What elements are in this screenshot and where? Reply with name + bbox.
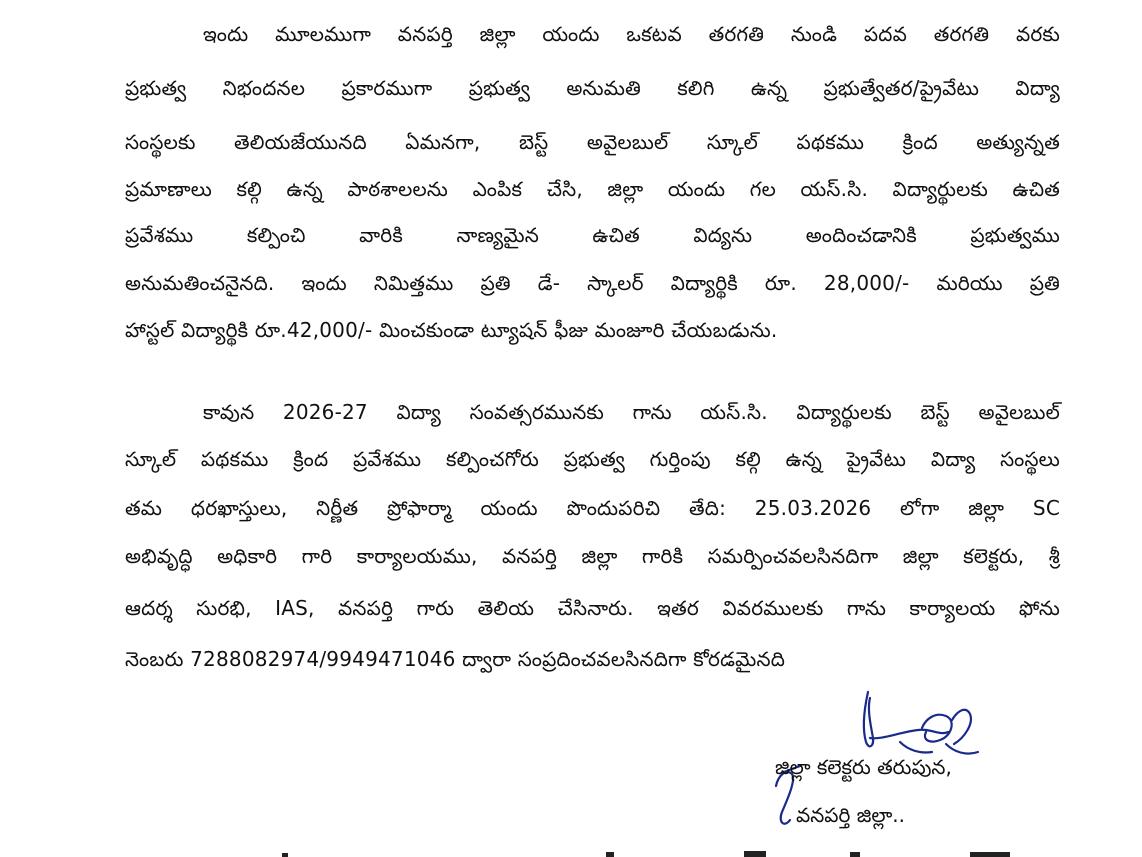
paragraph-2-line-3: తమ ధరఖాస్తులు, నిర్ణీత ప్రోఫార్మా యందు పొందుపరిచి తేది: 25.03.2026 లోగా జిల్లా SC — [125, 496, 1060, 520]
paragraph-1-line-2: ప్రభుత్వ నిభందనల ప్రకారముగా ప్రభుత్వ అనుమతి కలిగి ఉన్న ప్రభుత్వేతర/ప్రైవేటు విద్యా — [125, 76, 1060, 100]
paragraph-2-line-1: కావున 2026-27 విద్యా సంవత్సరమునకు గాను యస్.సి. విద్యార్థులకు బెస్ట్ అవైలబుల్ — [203, 400, 1060, 424]
paragraph-1-line-4: ప్రమాణాలు కల్గి ఉన్న పాఠశాలలను ఎంపిక చేసి, జిల్లా యందు గల యస్.సి. విద్యార్థులకు ఉచిత — [125, 177, 1060, 201]
cropped-text-remnant — [0, 845, 1142, 857]
paragraph-2-line-5: ఆదర్శ సురభి, IAS, వనపర్తి గారు తెలియ చేసినారు. ఇతర వివరములకు గాను కార్యాలయ ఫోను — [125, 596, 1060, 620]
paragraph-2-line-6: నెంబరు 7288082974/9949471046 ద్వారా సంప్రదించవలసినదిగా కోరడమైనది — [125, 647, 786, 671]
paragraph-2-line-4: అభివృద్ధి అధికారి గారి కార్యాలయము, వనపర్తి జిల్లా గారికి సమర్పించవలసినదిగా జిల్లా కలెక్టరు, శ్రీ — [125, 544, 1060, 568]
paragraph-2-line-2: స్కూల్ పథకము క్రింద ప్రవేశము కల్పించగోరు ప్రభుత్వ గుర్తింపు కల్గి ఉన్న ప్రైవేటు విద్యా సంస్థలు — [125, 447, 1060, 471]
signature-line-1: జిల్లా కలెక్టరు తరుపున, — [775, 755, 952, 779]
paragraph-1-line-1: ఇందు మూలముగా వనపర్తి జిల్లా యందు ఒకటవ తరగతి నుండి పదవ తరగతి వరకు — [203, 22, 1060, 46]
paragraph-1-line-3: సంస్థలకు తెలియజేయునది ఏమనగా, బెస్ట్ అవైలబుల్ స్కూల్ పథకము క్రింద అత్యున్నత — [125, 130, 1060, 154]
paragraph-1-line-7: హాస్టల్ విద్యార్థికి రూ.42,000/- మించకుండా ట్యూషన్ ఫీజు మంజూరి చేయబడును. — [125, 318, 778, 342]
paragraph-1-line-5: ప్రవేశము కల్పించి వారికి నాణ్యమైన ఉచిత విద్యను అందించడానికి ప్రభుత్వము — [125, 223, 1060, 247]
paragraph-1-line-6: అనుమతించనైనది. ఇందు నిమిత్తము ప్రతి డే- స్కాలర్ విద్యార్థికి రూ. 28,000/- మరియు ప్రతి — [125, 271, 1060, 295]
signature-line-2: వనపర్తి జిల్లా.. — [796, 803, 905, 827]
